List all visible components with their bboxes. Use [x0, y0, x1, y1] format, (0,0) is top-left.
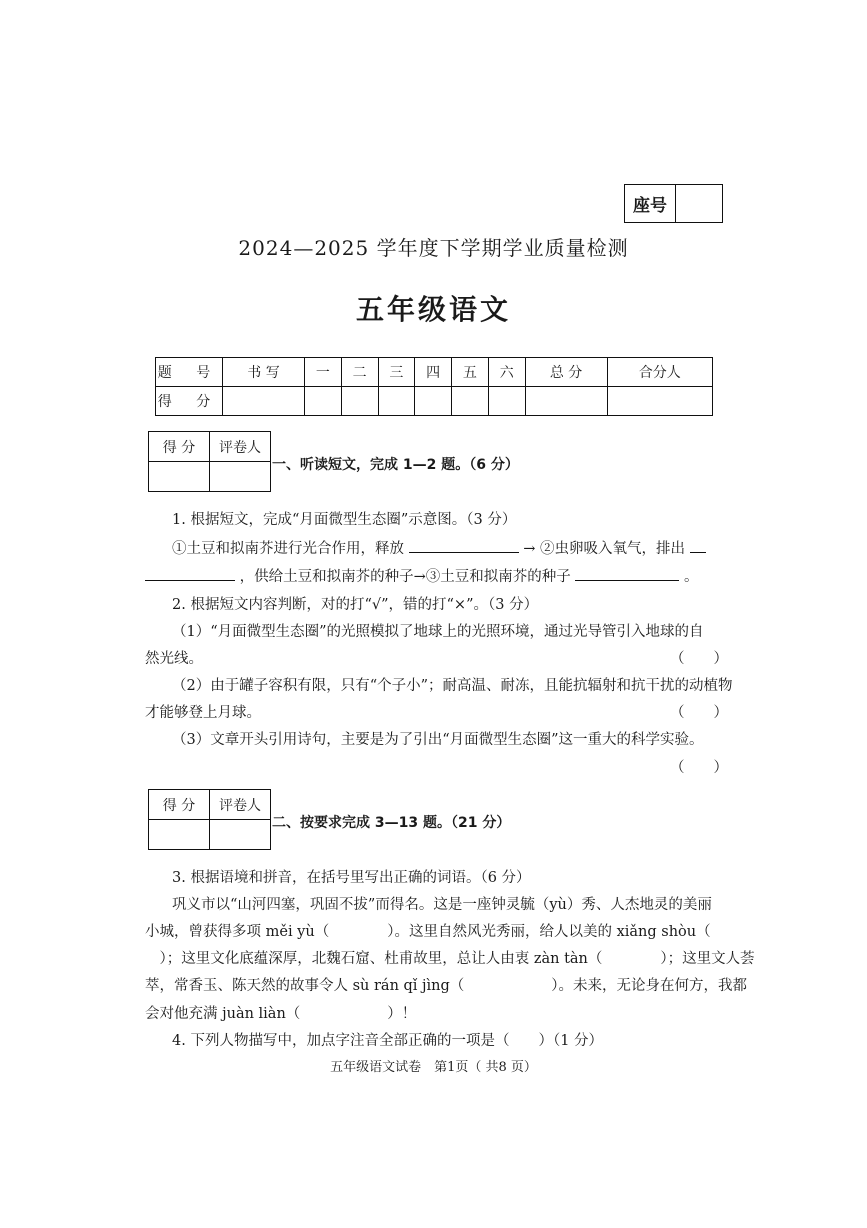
q1-blank-3[interactable] — [575, 566, 679, 581]
q1-text-b: → ②虫卵吸入氧气，排出 — [523, 541, 685, 557]
header-cell-question-number: 题 号 — [156, 358, 223, 387]
score-cell[interactable] — [304, 387, 341, 416]
score-table — [155, 357, 713, 416]
grader-name-field[interactable] — [210, 462, 271, 492]
score-cell[interactable] — [223, 387, 305, 416]
subject-title: 五年级语文 — [355, 293, 511, 326]
q1-blank-2-start[interactable] — [690, 538, 706, 553]
score-cell[interactable] — [415, 387, 452, 416]
q2-item-1-line-1: （1）“月面微型生态圈”的光照模拟了地球上的光照环境，通过光导管引入地球的自 — [172, 624, 704, 640]
score-cell[interactable] — [607, 387, 712, 416]
q3-line-3: ）；这里文化底蕴深厚，北魏石窟、杜甫故里，总让人由衷 zàn tàn（ ）；这里文人荟 — [145, 951, 755, 967]
question-1-line-1 — [172, 537, 706, 558]
grader-name-label: 评卷人 — [210, 432, 271, 462]
header-cell-1: 一 — [304, 358, 341, 387]
section2-grader-box — [148, 789, 271, 850]
grader-name-field[interactable] — [210, 820, 271, 850]
question-4: 4. 下列人物描写中，加点字注音全部正确的一项是（ ）（1 分） — [172, 1033, 604, 1049]
section1-grader-box — [148, 431, 271, 492]
q1-blank-2[interactable] — [145, 566, 235, 581]
page-footer: 五年级语文试卷 第1页（ 共8 页） — [330, 1060, 537, 1075]
q2-item-3-line-1: （3）文章开头引用诗句，主要是为了引出“月面微型生态圈”这一重大的科学实验。 — [172, 732, 704, 748]
q2-item-1-answer[interactable]: （ ） — [670, 651, 728, 667]
score-cell[interactable] — [452, 387, 489, 416]
score-cell[interactable] — [378, 387, 415, 416]
header-cell-tallier: 合分人 — [607, 358, 712, 387]
q3-line-4: 萃，常香玉、陈天然的故事令人 sù rán qǐ jìng（ ）。未来，无论身在何方，我都 — [145, 978, 748, 994]
seat-number-field[interactable] — [676, 185, 722, 222]
grader-score-field[interactable] — [149, 820, 210, 850]
exam-title: 2024—2025 学年度下学期学业质量检测 — [238, 236, 629, 260]
question-1: 1. 根据短文，完成“月面微型生态圈”示意图。（3 分） — [172, 512, 517, 528]
q2-item-3-answer[interactable]: （ ） — [670, 760, 728, 776]
header-cell-4: 四 — [415, 358, 452, 387]
score-table-header-row — [156, 358, 713, 387]
header-cell-5: 五 — [452, 358, 489, 387]
score-cell[interactable] — [488, 387, 525, 416]
header-cell-6: 六 — [488, 358, 525, 387]
grader-score-label: 得 分 — [149, 790, 210, 820]
score-row-label: 得 分 — [156, 387, 223, 416]
header-cell-3: 三 — [378, 358, 415, 387]
score-cell[interactable] — [525, 387, 607, 416]
question-3: 3. 根据语境和拼音，在括号里写出正确的词语。（6 分） — [172, 870, 531, 886]
q2-item-1-line-2: 然光线。 — [145, 651, 203, 667]
q3-line-5: 会对他充满 juàn liàn（ ）！ — [145, 1006, 417, 1022]
question-1-line-2 — [145, 565, 698, 586]
q1-blank-1[interactable] — [409, 538, 519, 553]
section2-heading: 二、按要求完成 3—13 题。（21 分） — [272, 815, 511, 831]
q1-text-d: 。 — [683, 569, 699, 585]
q1-text-c: ，供给土豆和拟南芥的种子→③土豆和拟南芥的种子 — [239, 569, 571, 585]
q3-line-2: 小城，曾获得多项 měi yù（ ）。这里自然风光秀丽，给人以美的 xiǎng shòu（ — [145, 924, 711, 940]
q1-text-a: ①土豆和拟南芥进行光合作用，释放 — [172, 541, 404, 557]
grader-score-field[interactable] — [149, 462, 210, 492]
q2-item-2-answer[interactable]: （ ） — [670, 705, 728, 721]
question-2: 2. 根据短文内容判断，对的打“√”，错的打“×”。（3 分） — [172, 597, 539, 613]
grader-name-label: 评卷人 — [210, 790, 271, 820]
q2-item-2-line-1: （2）由于罐子容积有限，只有“个子小”；耐高温、耐冻，且能抗辐射和抗干扰的动植物 — [172, 678, 733, 694]
score-cell[interactable] — [341, 387, 378, 416]
section1-heading: 一、听读短文，完成 1—2 题。（6 分） — [272, 457, 519, 473]
header-cell-writing: 书 写 — [223, 358, 305, 387]
q2-item-2-line-2: 才能够登上月球。 — [145, 705, 261, 721]
seat-number-box — [624, 184, 723, 223]
q3-line-1: 巩义市以“山河四塞，巩固不拔”而得名。这是一座钟灵毓（yù）秀、人杰地灵的美丽 — [172, 897, 712, 913]
score-table-score-row — [156, 387, 713, 416]
seat-number-label: 座号 — [625, 185, 676, 222]
header-cell-2: 二 — [341, 358, 378, 387]
header-cell-total: 总 分 — [525, 358, 607, 387]
grader-score-label: 得 分 — [149, 432, 210, 462]
